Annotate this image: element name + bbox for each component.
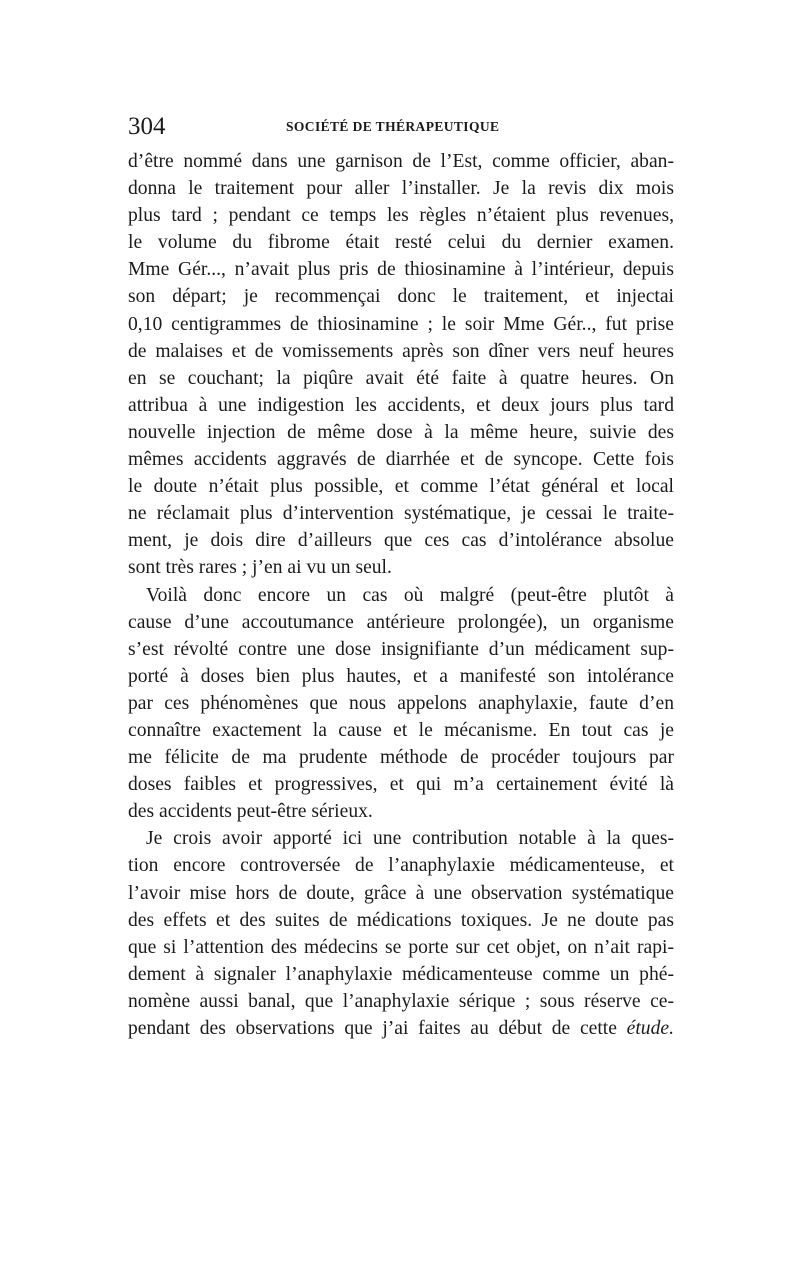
text-line: connaître exactement la cause et le mécanisme. En tout cas je bbox=[128, 719, 674, 741]
text-line: me félicite de ma prudente méthode de procéder toujours par bbox=[128, 747, 674, 769]
text-line: que si l’attention des médecins se porte sur cet objet, on n’ait rapi- bbox=[128, 936, 674, 958]
text-line: porté à doses bien plus hautes, et a manifesté son intolérance bbox=[128, 665, 674, 687]
body-text bbox=[128, 148, 674, 1042]
italic-word: étude. bbox=[626, 1018, 674, 1039]
running-head: SOCIÉTÉ DE THÉRAPEUTIQUE bbox=[286, 119, 500, 134]
text-line: par ces phénomènes que nous appelons anaphylaxie, faute d’en bbox=[128, 692, 674, 714]
text-line: cause d’une accoutumance antérieure prolongée), un organisme bbox=[128, 611, 674, 633]
page-header bbox=[128, 107, 674, 147]
text-line: Voilà donc encore un cas où malgré (peut-être plutôt à bbox=[146, 584, 674, 606]
text-line: ment, je dois dire d’ailleurs que ces cas d’intolérance absolue bbox=[128, 530, 674, 552]
text-line: des effets et des suites de médications toxiques. Je ne doute pas bbox=[128, 909, 674, 931]
text-line: 0,10 centigrammes de thiosinamine ; le soir Mme Gér.., fut prise bbox=[128, 313, 674, 335]
text-line: ne réclamait plus d’intervention systématique, je cessai le traite- bbox=[128, 503, 674, 525]
final-line-text: pendant des observations que j’ai faites au début de cette bbox=[128, 1018, 617, 1039]
text-line: doses faibles et progressives, et qui m’a certainement évité là bbox=[128, 774, 674, 796]
text-line: s’est révolté contre une dose insignifiante d’un médicament sup- bbox=[128, 638, 674, 660]
text-line: plus tard ; pendant ce temps les règles n’étaient plus revenues, bbox=[128, 205, 674, 227]
text-line: Mme Gér..., n’avait plus pris de thiosinamine à l’intérieur, depuis bbox=[128, 259, 674, 281]
text-line: dement à signaler l’anaphylaxie médicamenteuse comme un phé- bbox=[128, 963, 674, 985]
text-line: son départ; je recommençai donc le traitement, et injectai bbox=[128, 286, 674, 308]
text-line: attribua à une indigestion les accidents, et deux jours plus tard bbox=[128, 394, 674, 416]
page-number: 304 bbox=[128, 113, 166, 140]
text-line: nouvelle injection de même dose à la même heure, suivie des bbox=[128, 421, 674, 443]
text-line: des accidents peut-être sérieux. bbox=[128, 801, 373, 823]
text-line: Je crois avoir apporté ici une contribution notable à la ques- bbox=[146, 828, 674, 850]
text-line: sont très rares ; j’en ai vu un seul. bbox=[128, 557, 392, 579]
text-line: en se couchant; la piqûre avait été faite à quatre heures. On bbox=[128, 367, 674, 389]
text-line: le volume du fibrome était resté celui du dernier examen. bbox=[128, 232, 674, 254]
text-line: de malaises et de vomissements après son dîner vers neuf heures bbox=[128, 340, 674, 362]
text-line: mêmes accidents aggravés de diarrhée et de syncope. Cette fois bbox=[128, 449, 674, 471]
text-line: le doute n’était plus possible, et comme l’état général et local bbox=[128, 476, 674, 498]
text-line-final bbox=[128, 1015, 674, 1042]
text-line: tion encore controversée de l’anaphylaxie médicamenteuse, et bbox=[128, 855, 674, 877]
text-line: donna le traitement pour aller l’installer. Je la revis dix mois bbox=[128, 178, 674, 200]
text-line: d’être nommé dans une garnison de l’Est, comme officier, aban- bbox=[128, 151, 674, 172]
text-line: l’avoir mise hors de doute, grâce à une observation systématique bbox=[128, 882, 674, 904]
text-line: nomène aussi banal, que l’anaphylaxie sérique ; sous réserve ce- bbox=[128, 990, 674, 1012]
